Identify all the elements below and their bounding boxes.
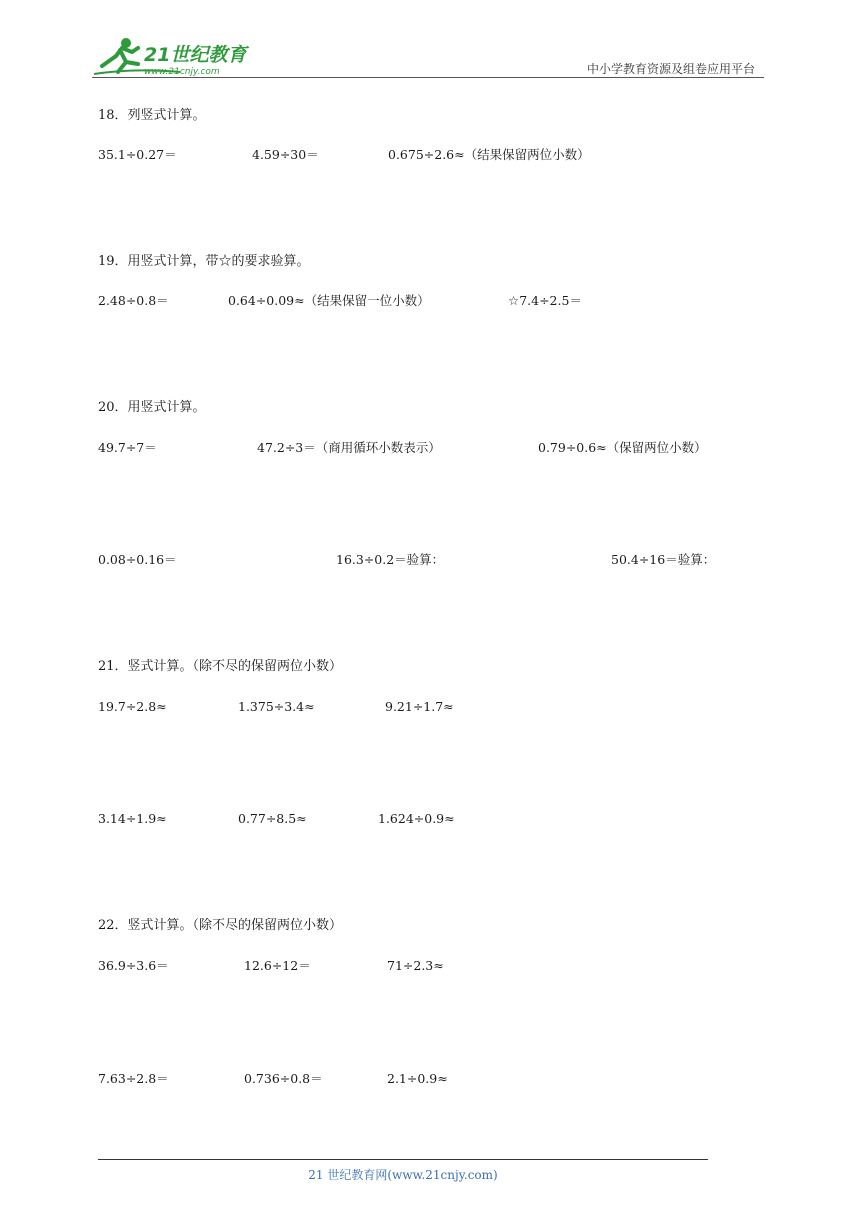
question-19-title: 19．用竖式计算，带☆的要求验算。 [98,254,310,269]
q22-problem-6: 2.1÷0.9≈ [387,1071,448,1086]
q19-problem-2: 0.64÷0.09≈（结果保留一位小数） [228,293,430,308]
q21-problem-4: 3.14÷1.9≈ [98,811,167,826]
q20-problem-1: 49.7÷7＝ [98,440,157,455]
q20-problem-2: 47.2÷3＝（商用循环小数表示） [257,440,441,455]
q20-problem-3: 0.79÷0.6≈（保留两位小数） [538,440,707,455]
footer-divider [98,1159,708,1160]
q22-problem-1: 36.9÷3.6＝ [98,958,169,973]
q21-problem-6: 1.624÷0.9≈ [378,811,455,826]
logo-url: www.21cnjy.com [144,67,220,77]
q21-problem-1: 19.7÷2.8≈ [98,699,167,714]
q21-problem-5: 0.77÷8.5≈ [238,811,307,826]
q18-problem-3: 0.675÷2.6≈（结果保留两位小数） [388,147,590,162]
header-platform-text: 中小学教育资源及组卷应用平台 [586,62,755,76]
q22-problem-2: 12.6÷12＝ [244,958,311,973]
q20-problem-4: 0.08÷0.16＝ [98,552,177,567]
site-logo [92,34,262,78]
q19-problem-3: ☆7.4÷2.5＝ [508,293,582,308]
q20-problem-6: 50.4÷16＝验算： [611,552,716,567]
logo-text: 21世纪教育 [144,44,247,66]
q18-problem-1: 35.1÷0.27＝ [98,147,177,162]
q20-problem-5: 16.3÷0.2＝验算： [336,552,445,567]
question-21-title: 21．竖式计算。（除不尽的保留两位小数） [98,659,343,674]
q22-problem-4: 7.63÷2.8＝ [98,1071,169,1086]
question-18-title: 18．列竖式计算。 [98,108,206,123]
q21-problem-3: 9.21÷1.7≈ [385,699,454,714]
q18-problem-2: 4.59÷30＝ [252,147,319,162]
q21-problem-2: 1.375÷3.4≈ [238,699,315,714]
header-divider [92,77,764,78]
question-22-title: 22．竖式计算。（除不尽的保留两位小数） [98,918,343,933]
footer-link[interactable]: 21 世纪教育网(www.21cnjy.com) [308,1168,498,1182]
q22-problem-3: 71÷2.3≈ [387,958,444,973]
q19-problem-1: 2.48÷0.8＝ [98,293,169,308]
runner-logo-icon [92,34,262,78]
q22-problem-5: 0.736÷0.8＝ [244,1071,323,1086]
question-20-title: 20．用竖式计算。 [98,400,206,415]
